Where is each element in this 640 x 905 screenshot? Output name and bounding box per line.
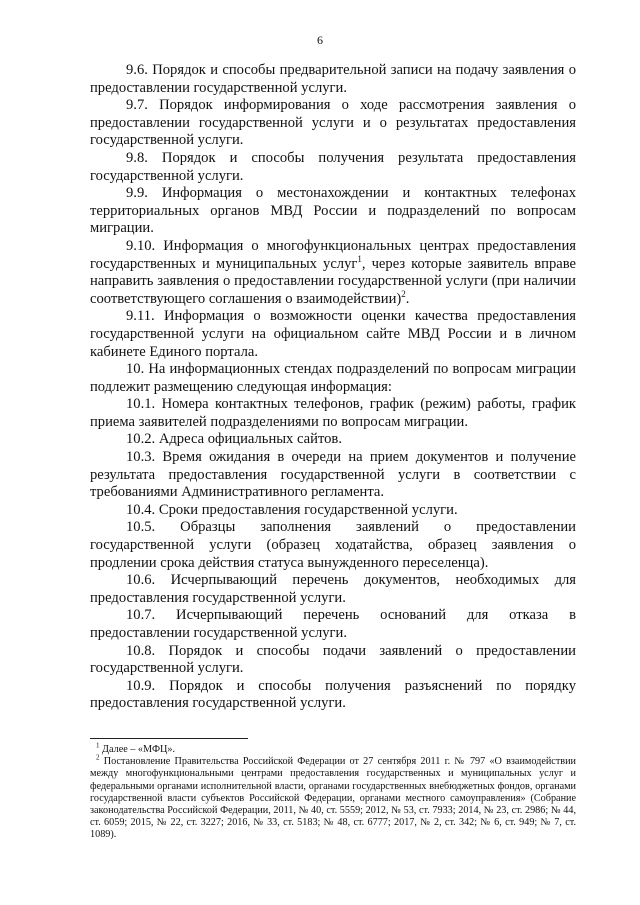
paragraph-10-7: 10.7. Исчерпывающий перечень оснований для отказа в предоставлении государственной услуги.: [90, 607, 576, 641]
footnote-ref-2[interactable]: 2: [401, 288, 406, 299]
body-text: [90, 62, 576, 713]
paragraph-9-6: 9.6. Порядок и способы предварительной записи на подачу заявления о предоставлении государственной услуги.: [90, 62, 576, 96]
paragraph-9-11: 9.11. Информация о возможности оценки качества предоставления государственной услуги на официальном сайте МВД России и в личном кабинете Единого портала.: [90, 308, 576, 360]
paragraph-9-9: 9.9. Информация о местонахождении и контактных телефонах территориальных органов МВД России и подразделений по вопросам миграции.: [90, 185, 576, 237]
paragraph-10-2: 10.2. Адреса официальных сайтов.: [126, 431, 342, 448]
footnote-2: [90, 753, 576, 841]
page-number: 6: [317, 33, 323, 47]
paragraph-10-3: 10.3. Время ожидания в очереди на прием документов и получение результата предоставления государственной услуги в соответствии с требованиями Административного регламента.: [90, 449, 576, 501]
footnote-2-text: Постановление Правительства Российской Федерации от 27 сентября 2011 г. № 797 «О взаимодействии между многофункциональными центрами предоставления государственных и муниципальных услуг и федеральными органами исполнительной власти, органами государственных внебюджетных фондов, органами государственной власти субъектов Российской Федерации, органами местного самоуправления» (Собрание законодательства Российской Федерации, 2011, № 40, ст. 5559; 2012, № 53, ст. 7933; 2014, № 23, ст. 2986; № 44, ст. 6059; 2015, № 22, ст. 3227; 2016, № 33, ст. 5183; № 48, ст. 6777; 2017, № 2, ст. 342; № 6, ст. 949; № 7, ст. 1089).: [90, 756, 576, 841]
paragraph-10-6: 10.6. Исчерпывающий перечень документов, необходимых для предоставления государственной услуги.: [90, 572, 576, 606]
paragraph-10-9: 10.9. Порядок и способы получения разъяснений по порядку предоставления государственной услуги.: [90, 677, 576, 712]
paragraph-10-8: 10.8. Порядок и способы подачи заявлений о предоставлении государственной услуги.: [90, 642, 576, 677]
paragraph-10: 10. На информационных стендах подразделений по вопросам миграции подлежит размещению следующая информация:: [90, 361, 576, 395]
footnotes: [90, 741, 576, 842]
paragraph-10-4: 10.4. Сроки предоставления государственной услуги.: [126, 501, 458, 518]
paragraph-9-10-text-2: , через которые заявитель вправе направить заявления о предоставлении государственной услуги (при наличии соответствующего соглашения о взаимодействии): [90, 255, 577, 307]
footnote-1-text: Далее – «МФЦ».: [102, 744, 175, 755]
paragraph-9-8: 9.8. Порядок и способы получения результата предоставления государственной услуги.: [90, 149, 576, 184]
paragraph-9-10: [90, 238, 576, 308]
footnote-mark-1: 1: [96, 741, 100, 750]
footnote-mark-2: 2: [96, 753, 100, 762]
footnote-1: [90, 741, 576, 756]
paragraph-10-1: 10.1. Номера контактных телефонов, график (режим) работы, график приема заявителей подразделениями по вопросам миграции.: [90, 396, 576, 430]
paragraph-9-10-text-1: 9.10. Информация о многофункциональных центрах предоставления государственных и муниципальных услуг: [90, 237, 576, 272]
footnote-separator: [90, 738, 248, 739]
paragraph-9-10-text-3: .: [405, 290, 410, 307]
paragraph-9-7: 9.7. Порядок информирования о ходе рассмотрения заявления о предоставлении государственной услуги и о результатах предоставления государственной услуги.: [90, 97, 576, 149]
footnote-ref-1[interactable]: 1: [357, 253, 362, 264]
paragraph-10-5: 10.5. Образцы заполнения заявлений о предоставлении государственной услуги (образец ходатайства, образец заявления о продлении срока действия статуса вынужденного переселенца).: [90, 519, 576, 571]
